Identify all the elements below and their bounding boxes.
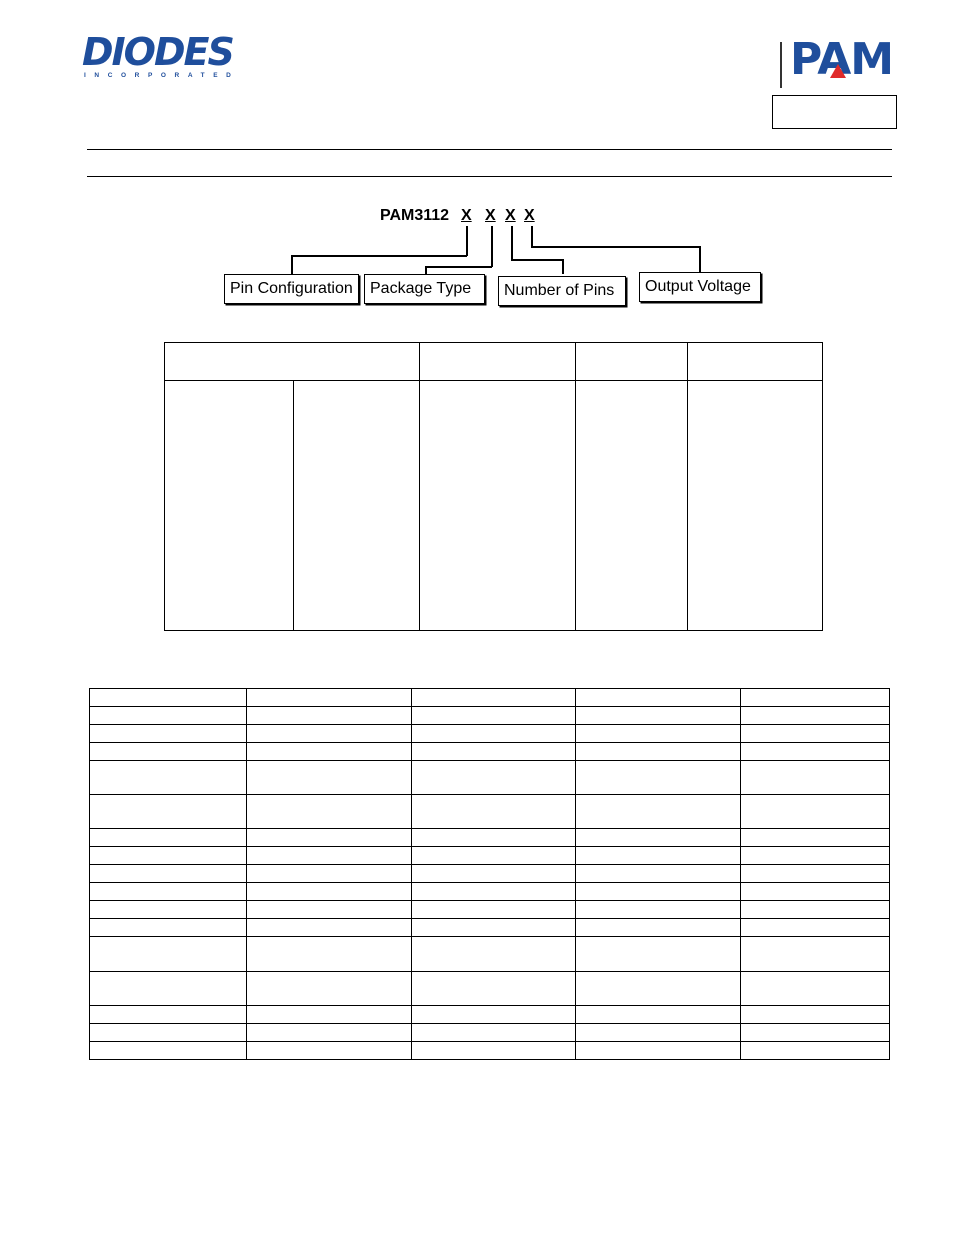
label-number-of-pins: Number of Pins [498, 276, 626, 306]
pam-logo [778, 34, 894, 88]
table-cell [741, 829, 890, 847]
table-cell [90, 865, 247, 883]
table-row [90, 865, 890, 883]
table-cell [741, 1042, 890, 1060]
table-cell [90, 937, 247, 972]
table-cell [741, 725, 890, 743]
pam-logo-triangle-icon [830, 64, 846, 78]
table-cell [741, 795, 890, 829]
table-cell [419, 343, 576, 381]
part-suffix-pins: X [505, 207, 516, 224]
table-cell [90, 743, 247, 761]
table-cell [411, 865, 576, 883]
table-cell [246, 883, 411, 901]
table-cell [246, 1006, 411, 1024]
table-cell [165, 381, 294, 631]
wire-package-drop [425, 266, 427, 274]
table-cell [90, 707, 247, 725]
part-suffix-voltage: X [524, 207, 535, 224]
table-cell [411, 847, 576, 865]
ordering-code-table [164, 342, 823, 631]
table-cell [246, 795, 411, 829]
wire-pin-config-drop [291, 255, 293, 274]
table-cell [688, 343, 823, 381]
table-cell [411, 707, 576, 725]
wire-voltage-drop [699, 246, 701, 272]
part-suffix-pin-config: X [461, 207, 472, 224]
table-cell [741, 707, 890, 725]
table-cell [411, 761, 576, 795]
table-cell [576, 919, 741, 937]
table-cell [411, 937, 576, 972]
table-cell [741, 1006, 890, 1024]
table-cell [741, 972, 890, 1006]
table-cell [741, 883, 890, 901]
table-cell [293, 381, 419, 631]
table-cell [246, 972, 411, 1006]
table-cell [411, 829, 576, 847]
table-cell [741, 919, 890, 937]
table-cell [688, 381, 823, 631]
table-cell [576, 689, 741, 707]
table-cell [411, 689, 576, 707]
wire-pin-config-v [466, 226, 468, 256]
table-cell [411, 1024, 576, 1042]
table-cell [576, 381, 688, 631]
table-cell [246, 725, 411, 743]
table-cell [246, 919, 411, 937]
table-cell [576, 761, 741, 795]
table-cell [90, 1042, 247, 1060]
table-row [90, 972, 890, 1006]
table-row [90, 883, 890, 901]
wire-pin-config-h [291, 255, 467, 257]
table-row [90, 1006, 890, 1024]
table-cell [246, 829, 411, 847]
table-row [90, 725, 890, 743]
diodes-logo-word: DIODES [82, 30, 233, 74]
table-cell [741, 689, 890, 707]
table-cell [576, 865, 741, 883]
table-cell [576, 1006, 741, 1024]
table-row [90, 743, 890, 761]
table-cell [90, 795, 247, 829]
table-cell [411, 972, 576, 1006]
table-cell [411, 1042, 576, 1060]
table-row [90, 847, 890, 865]
pam-logo-word: PAM [790, 34, 894, 85]
table-cell [246, 707, 411, 725]
table-cell [741, 865, 890, 883]
label-output-voltage: Output Voltage [639, 272, 761, 302]
table-row [90, 761, 890, 795]
table-cell [411, 1006, 576, 1024]
table-cell [576, 1024, 741, 1042]
diodes-logo-subtitle: INCORPORATED [84, 72, 240, 79]
table-row [90, 937, 890, 972]
table-cell [246, 743, 411, 761]
wire-package-h [425, 266, 492, 268]
table-cell [90, 972, 247, 1006]
table-cell [576, 707, 741, 725]
table-cell [741, 761, 890, 795]
table-cell [90, 689, 247, 707]
header-blank-box [772, 95, 897, 129]
table-row [90, 901, 890, 919]
table-cell [576, 901, 741, 919]
table-cell [576, 343, 688, 381]
table-cell [741, 937, 890, 972]
table-cell [741, 1024, 890, 1042]
table-cell [741, 847, 890, 865]
label-package-type: Package Type [364, 274, 485, 304]
table-cell [246, 865, 411, 883]
table-row [165, 343, 823, 381]
table-cell [90, 847, 247, 865]
table-cell [411, 725, 576, 743]
wire-pins-h [511, 259, 564, 261]
table-cell [741, 901, 890, 919]
table-cell [90, 761, 247, 795]
table-cell [741, 743, 890, 761]
table-cell [90, 883, 247, 901]
table-cell [576, 829, 741, 847]
wire-voltage-v [531, 226, 533, 247]
table-cell [411, 795, 576, 829]
table-cell [576, 795, 741, 829]
table-cell [246, 689, 411, 707]
table-row [165, 381, 823, 631]
label-pin-configuration: Pin Configuration [224, 274, 359, 304]
table-cell [576, 743, 741, 761]
table-cell [246, 761, 411, 795]
table-row [90, 1024, 890, 1042]
table-cell [576, 725, 741, 743]
part-suffix-package: X [485, 207, 496, 224]
wire-voltage-h [531, 246, 701, 248]
table-row [90, 919, 890, 937]
table-cell [576, 972, 741, 1006]
table-row [90, 829, 890, 847]
table-cell [90, 725, 247, 743]
table-cell [576, 1042, 741, 1060]
table-row [90, 1042, 890, 1060]
table-cell [419, 381, 576, 631]
header-rule-top [87, 149, 892, 150]
table-cell [411, 743, 576, 761]
table-cell [411, 919, 576, 937]
table-cell [246, 1024, 411, 1042]
wire-package-v [491, 226, 493, 267]
table-cell [90, 919, 247, 937]
table-row [90, 795, 890, 829]
table-cell [576, 847, 741, 865]
pam-logo-bar [780, 42, 782, 88]
ordering-info-table [89, 688, 890, 1060]
wire-pins-drop [562, 259, 564, 274]
table-cell [411, 883, 576, 901]
header-rule-bottom [87, 176, 892, 177]
table-cell [246, 847, 411, 865]
diodes-logo [82, 30, 254, 82]
table-row [90, 707, 890, 725]
table-cell [90, 1024, 247, 1042]
table-cell [90, 829, 247, 847]
table-cell [411, 901, 576, 919]
wire-pins-v [511, 226, 513, 260]
table-cell [90, 1006, 247, 1024]
part-number-base: PAM3112 [380, 207, 450, 224]
table-cell [246, 901, 411, 919]
table-cell [576, 883, 741, 901]
table-cell [90, 901, 247, 919]
table-cell [246, 937, 411, 972]
table-row [90, 689, 890, 707]
table-cell [246, 1042, 411, 1060]
table-cell [165, 343, 420, 381]
table-cell [576, 937, 741, 972]
